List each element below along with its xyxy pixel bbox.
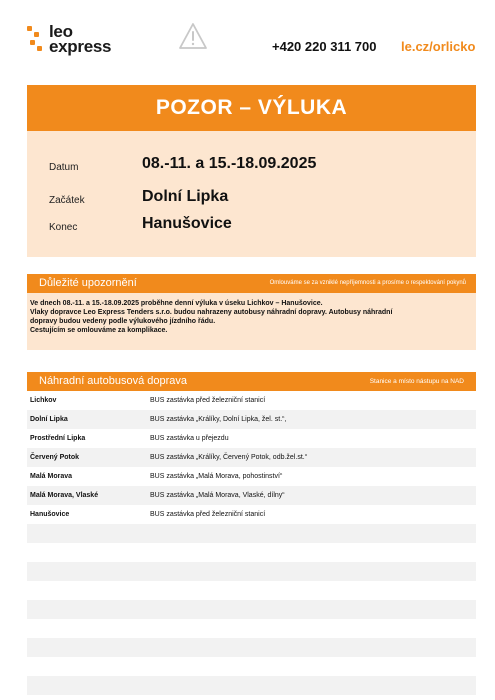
- detail-value: 08.-11. a 15.-18.09.2025: [142, 155, 317, 172]
- replacement-bus-table: [27, 372, 476, 695]
- notice-apology: Omlouváme se za vzniklé nepříjemnosti a prosíme o respektování pokynů: [269, 280, 466, 286]
- table-row-empty: [27, 562, 476, 581]
- table-row-empty: [27, 676, 476, 695]
- table-row: [27, 391, 476, 410]
- detail-label: Konec: [49, 222, 78, 233]
- closure-banner: [27, 85, 476, 131]
- stop-name: Červený Potok: [30, 454, 80, 461]
- table-row-empty: [27, 524, 476, 543]
- notice-title: Důležité upozornění: [39, 277, 137, 289]
- notice-line: Ve dnech 08.-11. a 15.-18.09.2025 proběhne denní výluka v úseku Lichkov – Hanušovice.: [30, 300, 323, 307]
- table-row: [27, 505, 476, 524]
- boarding-point: BUS zastávka „Králíky, Dolní Lipka, žel. st.“,: [150, 416, 287, 423]
- detail-value: Hanušovice: [142, 215, 232, 232]
- table-row-empty: [27, 619, 476, 638]
- detail-row-date: [27, 155, 476, 181]
- boarding-point: BUS zastávka „Malá Morava, pohostinství“: [150, 473, 283, 480]
- notice-line: dopravy budou vedeny podle výlukového jízdního řádu.: [30, 318, 216, 325]
- website-link[interactable]: le.cz/orlicko: [401, 39, 476, 54]
- phone-number: +420 220 311 700: [272, 39, 377, 54]
- logo-line-2: express: [49, 37, 112, 56]
- table-row-empty: [27, 638, 476, 657]
- boarding-point: BUS zastávka před železniční stanicí: [150, 511, 266, 518]
- table-row-empty: [27, 657, 476, 676]
- stop-name: Malá Morava: [30, 473, 73, 480]
- warning-triangle-icon: [178, 22, 208, 50]
- detail-label: Datum: [49, 162, 79, 173]
- table-row: [27, 467, 476, 486]
- detail-value: Dolní Lipka: [142, 188, 229, 205]
- stop-name: Malá Morava, Vlaské: [30, 492, 99, 499]
- table-subtitle: Stanice a místo nástupu na NAD: [369, 378, 464, 385]
- detail-row-start: [27, 188, 476, 214]
- boarding-point: BUS zastávka „Malá Morava, Vlaské, dílny“: [150, 492, 285, 499]
- detail-row-end: [27, 215, 476, 241]
- page-title: POZOR – VÝLUKA: [155, 96, 348, 119]
- boarding-point: BUS zastávka „Králíky, Červený Potok, odb.žel.st.“: [150, 454, 308, 461]
- leo-express-logo: [27, 24, 137, 60]
- table-header: [27, 372, 476, 391]
- table-row: [27, 410, 476, 429]
- important-notice: [27, 274, 476, 350]
- boarding-point: BUS zastávka před železniční stanicí: [150, 397, 266, 404]
- stop-name: Prostřední Lipka: [30, 435, 86, 442]
- notice-body: [30, 299, 470, 335]
- boarding-point: BUS zastávka u přejezdu: [150, 435, 229, 442]
- table-row-empty: [27, 543, 476, 562]
- table-row-empty: [27, 581, 476, 600]
- closure-details: [27, 131, 476, 257]
- stop-name: Hanušovice: [30, 511, 70, 518]
- table-row: [27, 448, 476, 467]
- table-row-empty: [27, 600, 476, 619]
- notice-header: [27, 274, 476, 293]
- notice-line: Cestujícím se omlouváme za komplikace.: [30, 327, 168, 334]
- detail-label: Začátek: [49, 195, 85, 206]
- logo-text: [49, 24, 111, 54]
- table-row: [27, 486, 476, 505]
- stop-name: Dolní Lipka: [30, 416, 68, 423]
- table-title: Náhradní autobusová doprava: [39, 375, 187, 387]
- page-header: [0, 0, 495, 80]
- logo-dots-icon: [27, 26, 49, 56]
- table-row: [27, 429, 476, 448]
- notice-line: Vlaky dopravce Leo Express Tenders s.r.o. budou nahrazeny autobusy náhradní dopravy. Autobusy náhradní: [30, 309, 393, 316]
- stop-name: Lichkov: [30, 397, 57, 404]
- logo-line-1: leo: [49, 22, 73, 41]
